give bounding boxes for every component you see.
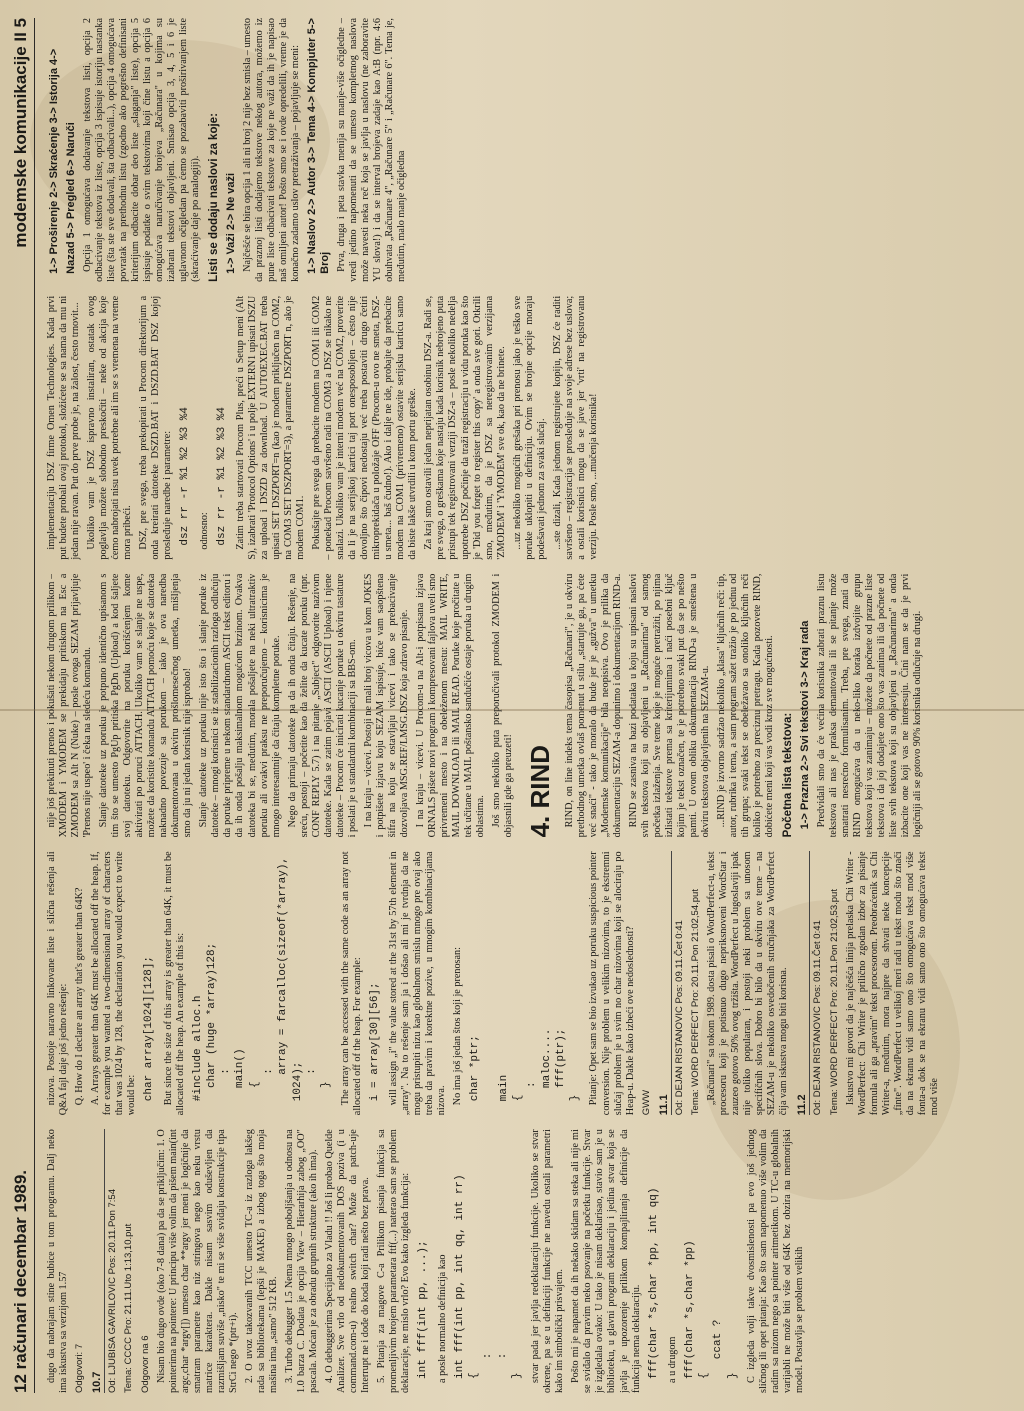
code-block: fff(char *s,char *pp, int qq) [647,1187,660,1379]
paragraph: dugo da nabrajam stine bubice u tom programu. Dalj neko ima iskustva sa verzijom 1.57 [46,1129,70,1393]
subheading: Listi se dodaju naslovi za koje: [208,113,221,282]
paragraph: a u drugom [666,1336,678,1383]
paragraph: ...RIND je izvorno sadržao nekoliko „klasa" ključnih reči: tip, autor, rubrika i tema, a sam program sažet tražio je po jednu od tih grupa; svaki tekst se obeležavao sa onoliko ključnih reči koliko je potrebno za preciznu pretragu. Kada pozovete RIND, dobićete meni koji vas vodi kroz sve mogućnosti. [716,573,776,838]
message-topic: Tema: WORD PERFECT Pro: 20.11.Pon 21:02,53.put [828,889,840,1116]
menu-line: 1-> Proširenje 2-> Skraćenje 3-> Istorija 4-> [48,48,60,274]
paragraph: ...uz nekoliko mogućih grešaka pri prenosu jako je teško sve poruke uklopiti u definiciju. Ovim se brojne opcije moraju podešavati jednom za svaki slučaj. [511,295,547,560]
paragraph: nije još prekinuti prenos i pokušati nekom drugom prilikom – XMODEM i YMODEM se prekidaju pritiskom na Esc a ZMODEM sa Alt N (Nuke) – posle ovoga SEZAM prijavljuje 'Prenos nije uspeo' i čeka na sledeću komandu. [46,573,94,838]
column-3 [46,574,1010,838]
page-header [8,18,35,1393]
paragraph: Nego da primaju datoteke pa da ih onda čitaju. Rešenje, na sreću, postoji – početite kao da želite da kucate poruku (npr. CONF REPLY 5.7) i na pitanje „Subject" odgovorite nazivom datoteke. Kada se zatim pojavi ASCII (ASCII Upload) i njene datoteke – Procom će inicirati kucanje poruke u okviru tastature i poslati je u standardni kombinaciji sa BBS-om. [286,573,358,838]
paragraph: „Računari" sa tokom 1989. dosta pisali o WordPerfect-u, tekst procesoru koji je potisnuo dugo nepriksnoveni WordStar i zauzeo gotovo 50% ovog tržišta. WordPerfect u Jugoslaviji ipak nije toliko popularan, i postoji neki problem sa unosom specifičnih slova. Dobro bi bilo da u okviru ove teme – na SEZAM-u je nekoliko osvedočenih stručnjaka za WordPerfect čija vam iskustva mogu biti korisna. [706,851,790,1116]
paragraph: C izgleda volji takve dvosmislenosti pa evo još jednog sličnog ili opet pitanja: Kao što sam napomenuo više volim da radim sa nizom nego sa pointer aritmetikom. U TC-u globalnih varijabli ne može biti više od 64K bez obzira na memorijski model. Postavlja se problem velikih [746,1129,806,1393]
message-topic: Tema: CCCC Pro: 21.11.Uto 1:13,10.put [123,1223,135,1393]
paragraph: I na kraju – vicevi. Postoji ne mali broj vicova u kom JOKES i potpišete izjavu koju SEZAM ispisuje, biće vam saopštena šifra na koju se ostavljaju vicevi i tako se prebacivanje dozvoljava MSG.REF/LMSG.DSZ koja zdravo pisanje. [362,573,410,838]
menu-line: 1-> Važi 2-> Ne važi [224,172,237,274]
paragraph: Pošto mi je napamet da ih nekako skidam sa steka ali nije mi se sviđalo da pravim neko psovanje na početku funkcije. Stvar je izgledala ovako: U tako je nisam deklarisao, stavio sam je u biblioteku, u glavni program deklaraciju i jedina stvar koja se javlja je upozorenje prilikom kompajliranja definicije da funkcija nema deklaraciju. [570,1129,642,1393]
reply-to: Odgovor na 6 [139,1335,151,1393]
paragraph: stvar pada jer javlja redeklaraciju funkcije. Ukoliko se stvar okrene, pa se u definiciji funkcije ne navedu ostali parametri kako im simbolički prisvajem. [530,1129,566,1393]
paragraph: Pokušajte pre svega da prebacite modem na COM1 ili COM2 – ponekad Procom savršeno radi na COM3 a DSZ se nikako ne snalazi. Ukoliko vam je interni modem već na COM2, proverite da li je na serijskoj kartici taj port onesposobljen – često nije dovoljno što čipovi nedostaju već treba postaviti drugo četiri mikroprekidača u položaje OFF (Procom-u ovo ne smeta, DSZ-u smeta... baš čudno!). Ako i dalje ne ide, probajte da prebacite modem na COM1 (privremeno) ostavite serijsku karticu samo da biste lakše utvrdili u kom portu greške. [311,295,419,560]
code-block: dsz rr -r %1 %2 %3 %4 [179,406,192,546]
paragraph: Pitanje: Opet sam se bio izvukao uz poruku suspicious pointer conversion. Nije problem u velikim nizovima, to je ekstremni slučaj problem je u svim no char nizovima koji se alociraju po Heap-u. Dakle kako izbeći ove nedoslednosti? [588,851,636,1116]
code-block: char *ptr; main { : maloc.... fff(ptr); } [469,1028,582,1102]
paragraph: 5. Pitanja za magove C-a Prilikom pisanja funkcija sa promenljivim brojem parametara ftf(...) naterao sam se problem deklaracije, ne mislo vrlo? Evo kako izgleda funkcija: [376,1129,412,1393]
paragraph: will assign „i" the value stored at the 31st by 57th element in „array". Na to rešenje sam ja i došao ali mi je tvrdnja da ne mogu pristupiti nizu kao globalnom smislu mnogo pre ovaj ako treba da pravim i korektne pozive, u mnogim kombinacijama nizova. [387,851,448,1116]
paragraph: The array can be accessed with the same code as an array not allocated off of the heap. For example: [339,851,363,1116]
code-block: i = array[30][56]; [368,982,381,1102]
message-from: Od: DEJAN RISTANOVIC Pos: 09.11.Čet 0:41 [812,920,824,1116]
section-number: 11.1 [658,851,672,1115]
message-from: Od: LJUBISA GAVRILOVIC Pos: 20.11.Pon 7:54 [107,1188,119,1393]
paragraph: Predviđali smo da će većina korisnika zabrati praznu listu tekstova ali nas je praksa demantovala ili se pitanje može smatrati nesrećno formulisanim. Treba, pre svega, znati da RIND omogućava da u neko-liko koraka izdvojite grupu tekstova koji vas zanimaju – možete da počnete od prazne liste tekstova i da joj dodajete ono što vas zanima ili da počnete od liste svih tekstova koji su objavljeni u „Računarima" a onda izbacite one koji vas ne interesuju. Čini nam se da je prvi logičniji ali se gotovo 90% korisnika odlučuje na drugi. [815,573,924,838]
paragraph: Prva, druga i peta stavka menija su manje-više očigledne – vredi jedino napomenuti da se umesto kompletnog naslova može navesti neka reč koja se javlja u naslovu (ne zaboravite YU slova!) i da se interval brojeva zadaje kao A:B (npr. 4:6 obuhvata „Računare 4", „Računare 5" i „Računare 6". Tema je, međutim, malo manje očigledna [335,18,408,282]
paragraph: Ukoliko vam je DSZ ispravno instaliran, ostatak ovog poglavlja možete slobodno preskočiti – neke od akcija koje ćemo nabrojati nisu uvek potrebne ali im se s vremena na vreme mora pribeći. [86,295,134,560]
code-block: dsz rr -r %1 %2 %3 %4 [215,406,228,546]
paragraph: Još smo nekoliko puta preporučivali protokol ZMODEM i objasnili gde ga preuzeti! [491,573,515,838]
paragraph: Za kraj smo ostavili jedan neprijatan osobinu DSZ-a. Radi se, pre svega, o greškama koje nastaju kada korisnik nebrojeno puta pristupi tek registrovani verziji DSZ-a – posle nekoliko nedelja upotrebe DSZ počinje da traži registraciju u vidu poruka kao što je 'Did you forget to register this copy' a onda sve gori. Otkrili smo, međutim, da je DSZ sa neregistrovanim verzijama 'ZMODEM' i 'YMODEM' sve ok, kao da ne brinete. [423,295,507,560]
code-block: int fff(int pp, ...); [417,1240,430,1379]
paragraph: RIND se zasniva na bazi podataka u koju su upisani naslovi svih tekstova koji su objavljeni u „Računarima" od samog početka izlaženja. Sve teme koje je moguće pretražiti, po njima izlistati tekstove prema sa kriterijumima i naći posebni ključ kojim je tekst označen, te je potrebno svaki put da se po nešto pamti. U ovom obliku dokumentacija RIND-a je smeštena u okviru tekstova objavljenih na SEZAM-u. [627,573,712,838]
paragraph: Nisam bio dugo ovde (oko 7-8 dana) pa da se priključim: 1. O pointerima na pointere: U principu više volim da pišem main(int argc,char *argv[]) umesto char **argv jer meni je logičnije da smatram parametre kao niz stringova nego kao neku vrstu matrice karaktera. Dakle nisam sasvim oduševljen da razmišljam suviše „nisko" te mi se više sviđaju konstrukcije tipa StrCi nego *(ptr+i). [155,1129,240,1393]
paragraph: But since the size of this array is greater than 64K, it must be allocated off the heap. An example of this is: [162,851,186,1116]
subheading: Početna lista tekstova: [782,712,795,838]
menu-line: 1-> Prazna 2-> Svi tekstovi 3-> Kraj rada [798,620,811,830]
paragraph: 2. O uvoz takozvanih TCC umesto TC-a iz razloga lakšeg rada sa bibliotekama (lepši je MAKE) a izbog toga što moja mašina ima „samo" 512 KB. [244,1129,280,1393]
menu-line: Nazad 5-> Pregled 6-> Naruči [64,122,77,274]
message-topic: Tema: WORD PERFECT Pro: 20.11.Pon 21:02,54.put [689,889,701,1116]
code-block: int fff(int pp, int qq, int rr) { : : } [453,1174,523,1379]
paragraph: DSZ, pre svega, treba prekopirati u Procom direktorijum a onda kreirati datoteke DSZD.BAT i DSZD.BAT DSZ kojoj prosleđuje naredbe i parametre: [138,295,174,560]
code-block: #include alloc.h char (huge *array)128; : main() { : array = farcalloc(sizeof(*array), 1024); : } [191,856,333,1102]
column-5 [46,18,1010,282]
paragraph: 3. Turbo debugger 1.5 Nema mnogo poboljšanja u odnosu na 1.0 barza C. Dodata je opcija View – Hierarhija zabog „OO" pascala. Moćan je za obradu grupnih strukture (ako ih ima). [284,1129,320,1393]
paragraph: RIND, on line indeks tema časopisa „Računari", je u okviru prethodnog umetka ovlaš pomenut u stilu „startujte ga, pa ćete već snaći" - tako je moralo da bude jer je „gužva" u umetku „Modemske komunikacije" bila neopisiva. Ovo je prilika da dokumentaciju SEZAM-a dopunimo i dokumentacijom RIND-a. [563,573,623,838]
menu-line: 1-> Naslov 2-> Autor 3-> Tema 4-> Kompjuter 5-> Broj [305,18,331,274]
column-2 [46,851,1010,1115]
paragraph: Iskustvo mi govori da je najčešća linija prelaska Chi Writer - WordPerfect: Chi Writer je prilično zgodan izbor za pisanje formula ali ga „pravim" tekst procesorom. Preobraćenik sa Chi Writer-a, međutim, mora najpre da shvati neke koncepcije „finte". WordPerfect u velikoj meri radi u tekst modu što znači da na ekranu vidi samo ono što omogućava tekst mod više fonta-a dok se na ekranu vidi samo ono što omogućava tekst mod više [844,851,940,1116]
question: Q. How do I declare an array that's greater than 64K? [74,887,86,1106]
paragraph: a posle normalno definicija kao [436,1254,448,1383]
paragraph: No ima još jedan štos koji je prenosan: [452,947,464,1106]
signature: GWW [640,1089,652,1116]
section-number: 11.2 [796,851,810,1115]
section-heading: 4. RIND [525,744,556,838]
message-from: Od: DEJAN RISTANOVIC Pos: 09.11.Čet 0:41 [673,920,685,1116]
header-right: modemske komunikacije II 5 [11,18,30,248]
paragraph: nizova. Postoje naravno linkovane liste i slična rešenja ali Q&A fajl daje još jedno rešenje: [46,851,70,1116]
paragraph: implementaciju DSZ firme Omen Technologies. Kada prvi put budete probali ovaj protokol, složićete se sa nama da mu ni jedan nije ravan. Put do prve probe je, na žalost, često trnovit... [46,295,82,560]
paragraph: Zatim treba startovati Procom Plus, preći u Setup meni (Alt S), izabrati 'Protocol Options' i u polje EXTERN1 upisati DSZU za upload i DSZD za download. U AUTOEXEC.BAT treba upisati SET DSZPORT=n (kao je modem priključen na COM2, na COM3 SET DSZPORT=3), a parametre DSZPORT n, ako je modem COM1. [234,295,307,560]
paragraph: 4. O debuggerima Specijalno za Vladu !! Još li probao Quelde Analizer. Sve vrlo od nedokumentovanih DOS poziva (i u command.com-u) realno switch char? Može da patch-uje Interrupt ne i dođe do koda koji radi nešto bez prava. [324,1129,372,1393]
code-block: char array[1024][128]; [143,955,156,1102]
answer: A. Arrays greater than 64K must be allocated off the heap. If, for example you wanted a two-dimensional array of characters that was 1024 by 128, the declaration you would expect to write would be: [90,851,138,1116]
paragraph: ...ste dizali, Kada jednom registrujete kopiju, DSZ će raditi savršeno – registracija se prosleđuje na svoje adrese bez uslova; a ostali korisnici mogu da se jave jer 'vrti' na registrovanu verziju. Posle smo, ...mučenja korisnika! [551,295,599,560]
paragraph: Najčešće se bira opcija 1 ali ni broj 2 nije bez smisla – umesto da praznoj listi dodajemo tekstove nekog autora, možemo iz pune liste odbacivati tekstove za koje ne važi da ih je napisao naš omiljeni autor! Pošto smo se i ovde opredelili, vreme je da konačno zadamo uslov pretraživanja – pojavljuje se meni: [241,18,301,282]
paragraph: I na kraju – vicevi. U Procom-u na Alt-i potpisana izjava ORNALS pišete novi program i kompresovani fajlova uveli smo privremeni mesto i na obeleženom mestu: MAIL WRITE, MAIL DOWNLOAD ili MAIL READ. Poruke koje pročitate u tek učitane u MAIL poštansko sandučiće ostaje poruka u drugim oblastima. [414,573,487,838]
column-4 [46,296,1010,560]
votes: Odgovori: 7 [74,1343,86,1393]
section-number: 10.7 [91,1129,105,1393]
paragraph: odnosno: [198,512,210,550]
paragraph: Slanje datoteke uz poruku nije isto što i slanje poruke iz datoteke – mnogi korisnici se iz stabilizacionih razloga odlučuju da poruke pripreme u nekom standardnom ASCII tekst editoru i da ih onda pošalju maksimalnom mogućom brzinom. Ovakva datoteka bi se, međutim, morala pošaljete na neki ultratraktiv poruku ali ovakvi praksu ne preporučujemo – korisnicima je mnogo interesantnije da čitaju kompletne poruke. [198,573,282,838]
paragraph: Opcija 1 omogućava dodavanje tekstova listi, opcija 2 odbacivanje tekstova iz liste, opcija 3 ispisuje istoriju nastanka liste (šta ste sve dodavali, šta odbacivali...), opcija 4 omogućava povratak na prethodnu listu (zgodno ako pogrešno definisani kriterijum odbacite dobar deo liste „slaganja" liste), opcija 5 ispisuje podatke o svim tekstovima koji čine listu a opcija 6 omogućava naručivanje brojeva „Računara" u kojima su izabrani tekstovi objavljeni. Smisao opcija 3, 4, 5 i 6 je uglavnom očigledan pa ćemo se pozabaviti proširivanjem liste (skraćivanje daje po analogiji). [81,18,202,282]
code-block: fff(char *s,char *pp) { ccat ? } [683,1240,739,1379]
column-1 [46,1129,1010,1393]
header-left: 12 računari decembar 1989. [11,1169,30,1393]
paragraph: Slanje datoteke uz poruku je potpuno identično upisanom s tim što se umesto PgUp pritiska PgDn (Upload) a kod šaljete svoj datoteku. Odgovorite na poruku korišćenjem kome aktivirati po poruci ATTACH. Ukoliko vam se slanje ne uspe, možete da koristite komandu ATTACH pomoću koje se datoteka naknadno povezuje sa porukom – iako je ova naredba dokumentovana u okviru prošlomesečnog umetka, mišljenja smo da ju ni jedan korisnik nije isprobao! [98,573,194,838]
columns [46,18,1010,1393]
